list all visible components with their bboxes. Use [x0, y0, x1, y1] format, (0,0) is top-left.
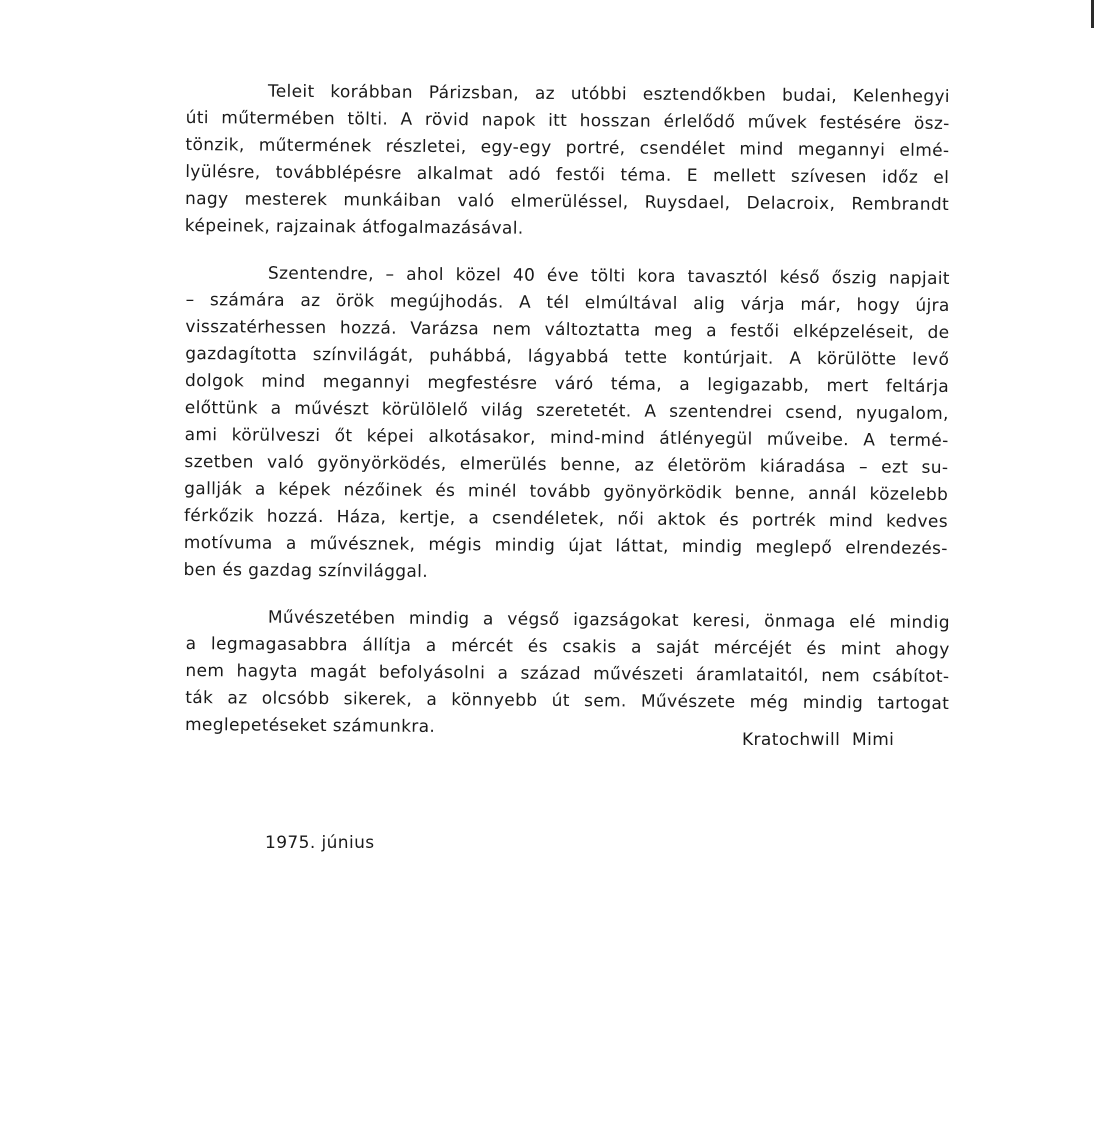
- text-line: meglepetéseket számunkra.: [184, 714, 436, 737]
- document-date: 1975. június: [265, 833, 375, 853]
- paragraph-3: [185, 604, 950, 745]
- text-line: lyülésre, továbblépésre alkalmat adó festői téma. E mellett szívesen időz el: [185, 161, 950, 188]
- text-line: gallják a képek nézőinek és minél tovább gyönyörködik benne, annál közelebb: [184, 478, 949, 505]
- text-line: ták az olcsóbb sikerek, a könnyebb út sem. Művészete még mindig tartogat: [185, 687, 950, 714]
- text-line: gazdagította színvilágát, puhábbá, lágyabbá tette kontúrjait. A körülötte levő: [185, 343, 950, 370]
- text-line: férkőzik hozzá. Háza, kertje, a csendéletek, női aktok és portrék mind kedves: [183, 505, 949, 532]
- text-line: ben és gazdag színvilággal.: [183, 559, 429, 582]
- author-signature: Kratochwill Mimi: [742, 730, 895, 750]
- text-line: motívuma a művésznek, mégis mindig újat láttat, mindig meglepő elrendezés-: [183, 532, 948, 559]
- text-line: ami körülveszi őt képei alkotásakor, mind-mind átlényegül műveibe. A termé-: [184, 424, 949, 451]
- text-line: előttünk a művészt körülölelő világ szeretetét. A szentendrei csend, nyugalom,: [184, 397, 949, 424]
- text-line: nagy mesterek munkáiban való elmerüléssel, Ruysdael, Delacroix, Rembrandt: [184, 188, 950, 215]
- text-line: – számára az örök megújhodás. A tél elmúltával alig várja már, hogy újra: [185, 289, 950, 316]
- text-line: dolgok mind megannyi megfestésre váró téma, a legigazabb, mert feltárja: [184, 370, 950, 397]
- text-line: Művészetében mindig a végső igazságokat keresi, önmaga elé mindig: [267, 607, 950, 633]
- text-line: Szentendre, – ahol közel 40 éve tölti kora tavasztól késő őszig napjait: [267, 263, 950, 289]
- paragraph-2: [183, 260, 950, 590]
- text-line: képeinek, rajzainak átfogalmazásával.: [184, 215, 524, 239]
- text-line: nem hagyta magát befolyásolni a század művészeti áramlataitól, nem csábítot-: [185, 660, 950, 687]
- paragraph-1: [185, 78, 950, 246]
- text-line: szetben való gyönyörködés, elmerülés benne, az életöröm kiáradása – ezt su-: [184, 451, 949, 478]
- scan-edge-mark: [1091, 0, 1094, 28]
- text-line: Teleit korábban Párizsban, az utóbbi esztendőkben budai, Kelenhegyi: [267, 81, 950, 107]
- text-line: a legmagasabbra állítja a mércét és csakis a saját mércéjét és mint ahogy: [185, 633, 950, 660]
- text-line: tönzik, műtermének részletei, egy-egy portré, csendélet mind megannyi elmé-: [185, 134, 950, 161]
- body-text: [183, 78, 950, 759]
- text-line: úti műtermében tölti. A rövid napok itt hosszan érlelődő művek festésére ösz-: [185, 107, 950, 134]
- text-line: visszatérhessen hozzá. Varázsa nem változtatta meg a festői elképzeléseit, de: [185, 316, 950, 343]
